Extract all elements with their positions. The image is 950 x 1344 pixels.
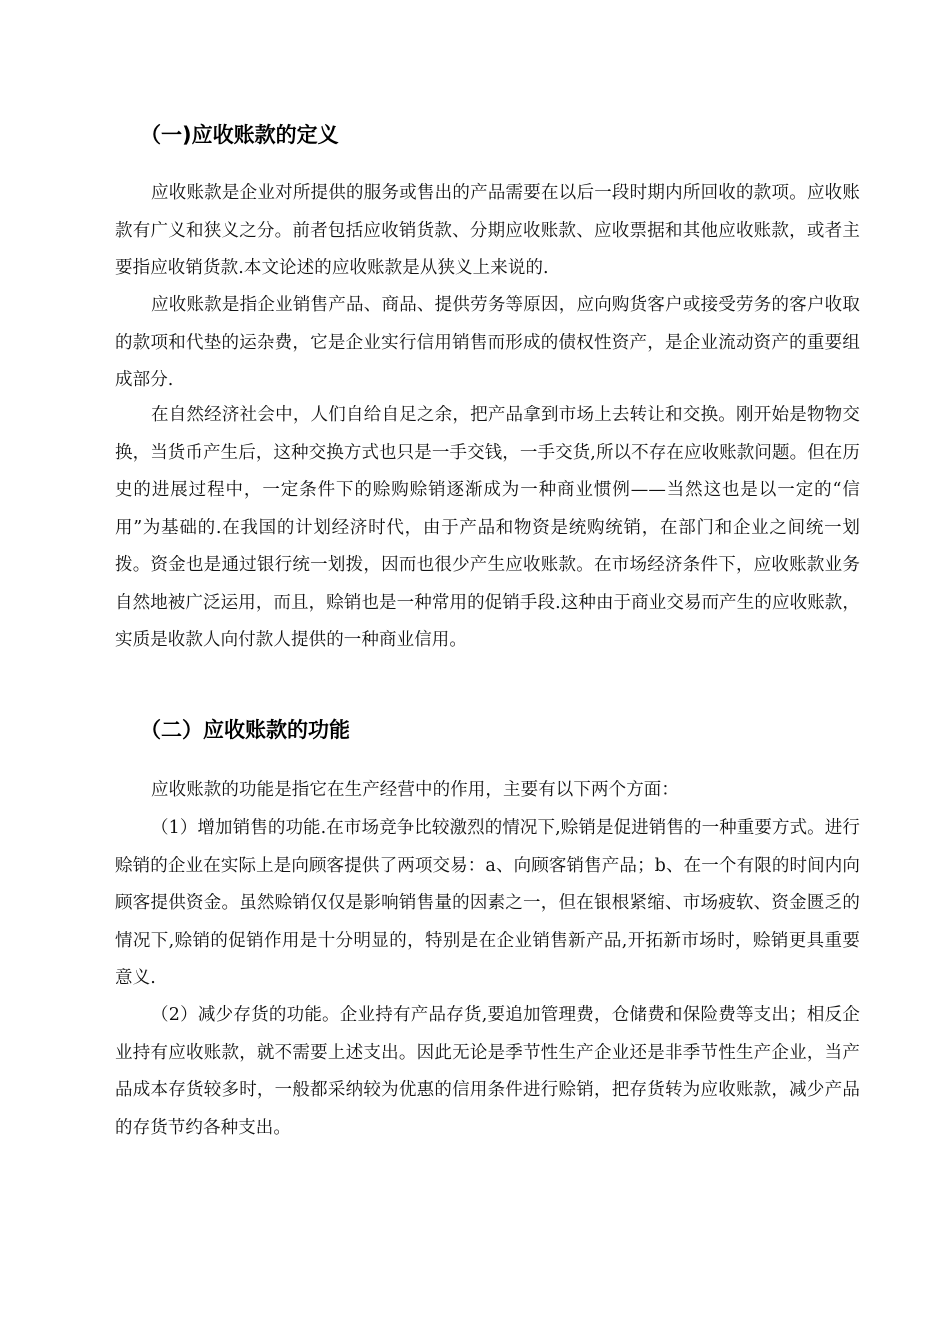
paragraph: 应收账款是指企业销售产品、商品、提供劳务等原因，应向购货客户或接受劳务的客户收取的款项和代垫的运杂费，它是企业实行信用销售而形成的债权性资产，是企业流动资产的重要组成部分.	[115, 295, 860, 390]
section-heading-definition: （一)应收账款的定义	[140, 123, 339, 147]
section-heading-function: （二）应收账款的功能	[140, 718, 350, 742]
paragraph: 在自然经济社会中，人们自给自足之余，把产品拿到市场上去转让和交换。刚开始是物物交换，当货币产生后，这种交换方式也只是一手交钱，一手交货,所以不存在应收账款问题。但在历史的进展过程中，一定条件下的赊购赊销逐渐成为一种商业惯例——当然这也是以一定的“信用”为基础的.在我国的计划经济时代，由于产品和物资是统购统销，在部门和企业之间统一划拨。资金也是通过银行统一划拨，因而也很少产生应收账款。在市场经济条件下，应收账款业务自然地被广泛运用，而且，赊销也是一种常用的促销手段.这种由于商业交易而产生的应收账款，实质是收款人向付款人提供的一种商业信用。	[115, 405, 860, 650]
paragraph: 应收账款是企业对所提供的服务或售出的产品需要在以后一段时期内所回收的款项。应收账款有广义和狭义之分。前者包括应收销货款、分期应收账款、应收票据和其他应收账款，或者主要指应收销货款.本文论述的应收账款是从狭义上来说的.	[115, 183, 860, 278]
paragraph: （2）减少存货的功能。企业持有产品存货,要追加管理费，仓储费和保险费等支出；相反企业持有应收账款，就不需要上述支出。因此无论是季节性生产企业还是非季节性生产企业，当产品成本存货较多时，一般都采纳较为优惠的信用条件进行赊销，把存货转为应收账款，减少产品的存货节约各种支出。	[115, 1005, 860, 1138]
paragraph: 应收账款的功能是指它在生产经营中的作用，主要有以下两个方面：	[151, 780, 679, 800]
paragraph: （1）增加销售的功能.在市场竞争比较激烈的情况下,赊销是促进销售的一种重要方式。进行赊销的企业在实际上是向顾客提供了两项交易：a、向顾客销售产品；b、在一个有限的时间内向顾客提供资金。虽然赊销仅仅是影响销售量的因素之一，但在银根紧缩、市场疲软、资金匮乏的情况下,赊销的促销作用是十分明显的，特别是在企业销售新产品,开拓新市场时，赊销更具重要意义.	[115, 818, 860, 988]
